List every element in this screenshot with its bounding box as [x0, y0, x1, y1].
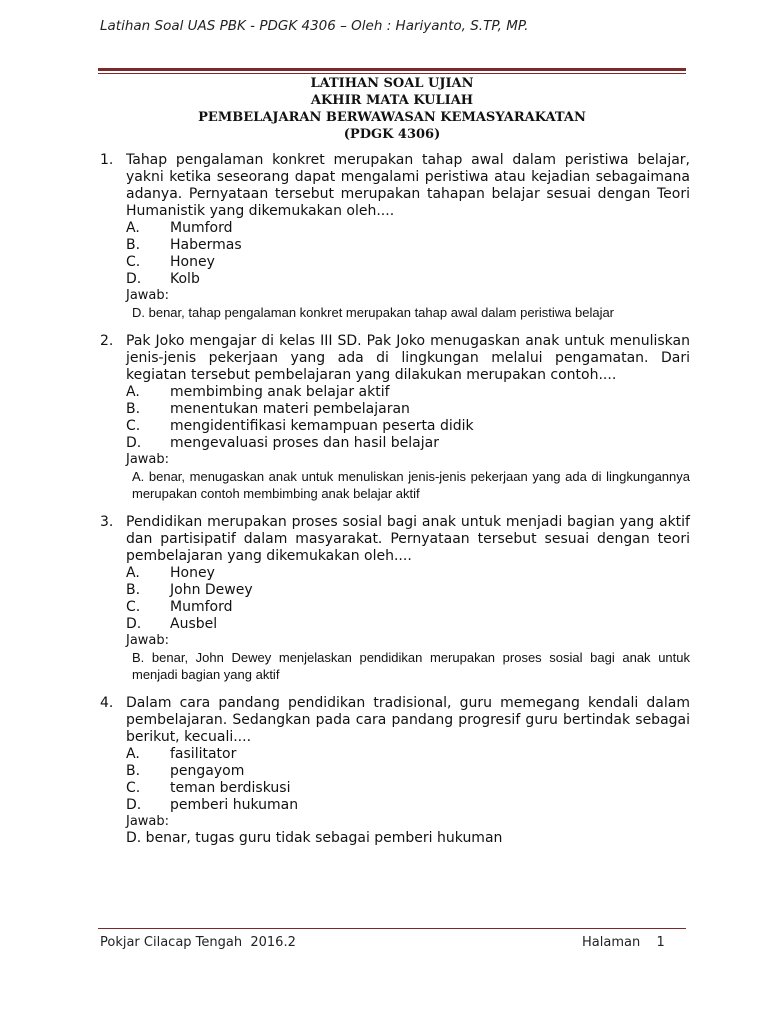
title-line-1: LATIHAN SOAL UJIAN [310, 76, 474, 91]
option-letter: D. [126, 435, 142, 451]
header-rule-thick [98, 68, 686, 71]
option-a [126, 384, 690, 401]
question-1 [100, 152, 690, 321]
option-text: menentukan materi pembelajaran [170, 401, 410, 417]
option-text: Honey [170, 254, 215, 270]
option-c [126, 254, 690, 271]
option-letter: D. [126, 616, 142, 632]
answer-text: D. benar, tugas guru tidak sebagai pemberi hukuman [126, 830, 503, 846]
option-letter: C. [126, 254, 141, 270]
answer-text: B. benar, John Dewey menjelaskan pendidikan merupakan proses sosial bagi anak untuk menjadi bagian yang aktif [132, 650, 690, 682]
question-text: Pak Joko mengajar di kelas III SD. Pak Joko menugaskan anak untuk menuliskan jenis-jenis pekerjaan yang ada di lingkungan melalui pengamatan. Dari kegiatan tersebut pembelajaran yang dilakukan merupakan contoh.... [126, 333, 690, 383]
question-text: Dalam cara pandang pendidikan tradisional, guru memegang kendali dalam pembelajaran. Sedangkan pada cara pandang progresif guru bertindak sebagai berikut, kecuali.... [126, 695, 690, 745]
option-c [126, 599, 690, 616]
title-line-2: AKHIR MATA KULIAH [310, 93, 474, 108]
question-4 [100, 695, 690, 847]
option-letter: D. [126, 797, 142, 813]
header-rule-thin [98, 73, 686, 74]
answer-label: Jawab: [126, 633, 170, 648]
question-2 [100, 333, 690, 502]
title-line-4: (PDGK 4306) [343, 127, 441, 142]
option-a [126, 565, 690, 582]
option-text: Honey [170, 565, 215, 581]
question-number: 4. [100, 695, 114, 711]
answer-label: Jawab: [126, 288, 170, 303]
question-list [100, 152, 690, 859]
option-text: teman berdiskusi [170, 780, 291, 796]
question-text: Tahap pengalaman konkret merupakan tahap awal dalam peristiwa belajar, yakni ketika seseorang dapat mengalami peristiwa atau kejadian sebagaimana adanya. Pernyataan tersebut merupakan tahapan belajar sesuai dengan Teori Humanistik yang dikemukakan oleh.... [126, 152, 690, 219]
option-letter: A. [126, 220, 140, 236]
option-letter: B. [126, 763, 141, 779]
question-number: 1. [100, 152, 114, 168]
option-d [126, 797, 690, 814]
option-text: pengayom [170, 763, 245, 779]
option-text: mengevaluasi proses dan hasil belajar [170, 435, 439, 451]
answer-text: A. benar, menugaskan anak untuk menuliskan jenis-jenis pekerjaan yang ada di lingkungannya merupakan contoh membimbing anak belajar aktif [132, 469, 690, 501]
title-line-3: PEMBELAJARAN BERWAWASAN KEMASYARAKATAN [198, 110, 586, 125]
option-b [126, 763, 690, 780]
option-text: mengidentifikasi kemampuan peserta didik [170, 418, 474, 434]
option-letter: A. [126, 746, 140, 762]
option-text: Mumford [170, 599, 233, 615]
option-letter: C. [126, 599, 141, 615]
option-b [126, 237, 690, 254]
option-c [126, 780, 690, 797]
question-number: 2. [100, 333, 114, 349]
option-text: Kolb [170, 271, 200, 287]
question-number: 3. [100, 514, 114, 530]
option-b [126, 582, 690, 599]
answer-text: D. benar, tahap pengalaman konkret merupakan tahap awal dalam peristiwa belajar [132, 305, 615, 320]
option-letter: B. [126, 237, 141, 253]
option-a [126, 746, 690, 763]
option-d [126, 616, 690, 633]
page-number: Halaman 1 [582, 935, 665, 950]
answer-label: Jawab: [126, 452, 170, 467]
question-3 [100, 514, 690, 683]
option-text: membimbing anak belajar aktif [170, 384, 390, 400]
option-letter: A. [126, 384, 140, 400]
option-letter: C. [126, 780, 141, 796]
option-text: pemberi hukuman [170, 797, 299, 813]
running-header: Latihan Soal UAS PBK - PDGK 4306 – Oleh : Hariyanto, S.TP, MP. [100, 18, 529, 34]
option-b [126, 401, 690, 418]
footer-rule [98, 928, 686, 929]
option-letter: B. [126, 401, 141, 417]
option-d [126, 435, 690, 452]
option-text: Habermas [170, 237, 242, 253]
option-letter: D. [126, 271, 142, 287]
option-a [126, 220, 690, 237]
question-text: Pendidikan merupakan proses sosial bagi anak untuk menjadi bagian yang aktif dan partisipatif dalam masyarakat. Pernyataan tersebut sesuai dengan teori pembelajaran yang dikemukakan oleh.... [126, 514, 690, 564]
document-title [98, 75, 686, 143]
option-text: Ausbel [170, 616, 218, 632]
option-letter: A. [126, 565, 140, 581]
option-text: fasilitator [170, 746, 237, 762]
footer-left-text: Pokjar Cilacap Tengah 2016.2 [100, 935, 296, 950]
option-text: Mumford [170, 220, 233, 236]
answer-label: Jawab: [126, 814, 170, 829]
option-c [126, 418, 690, 435]
option-d [126, 271, 690, 288]
option-letter: B. [126, 582, 141, 598]
option-letter: C. [126, 418, 141, 434]
option-text: John Dewey [170, 582, 253, 598]
